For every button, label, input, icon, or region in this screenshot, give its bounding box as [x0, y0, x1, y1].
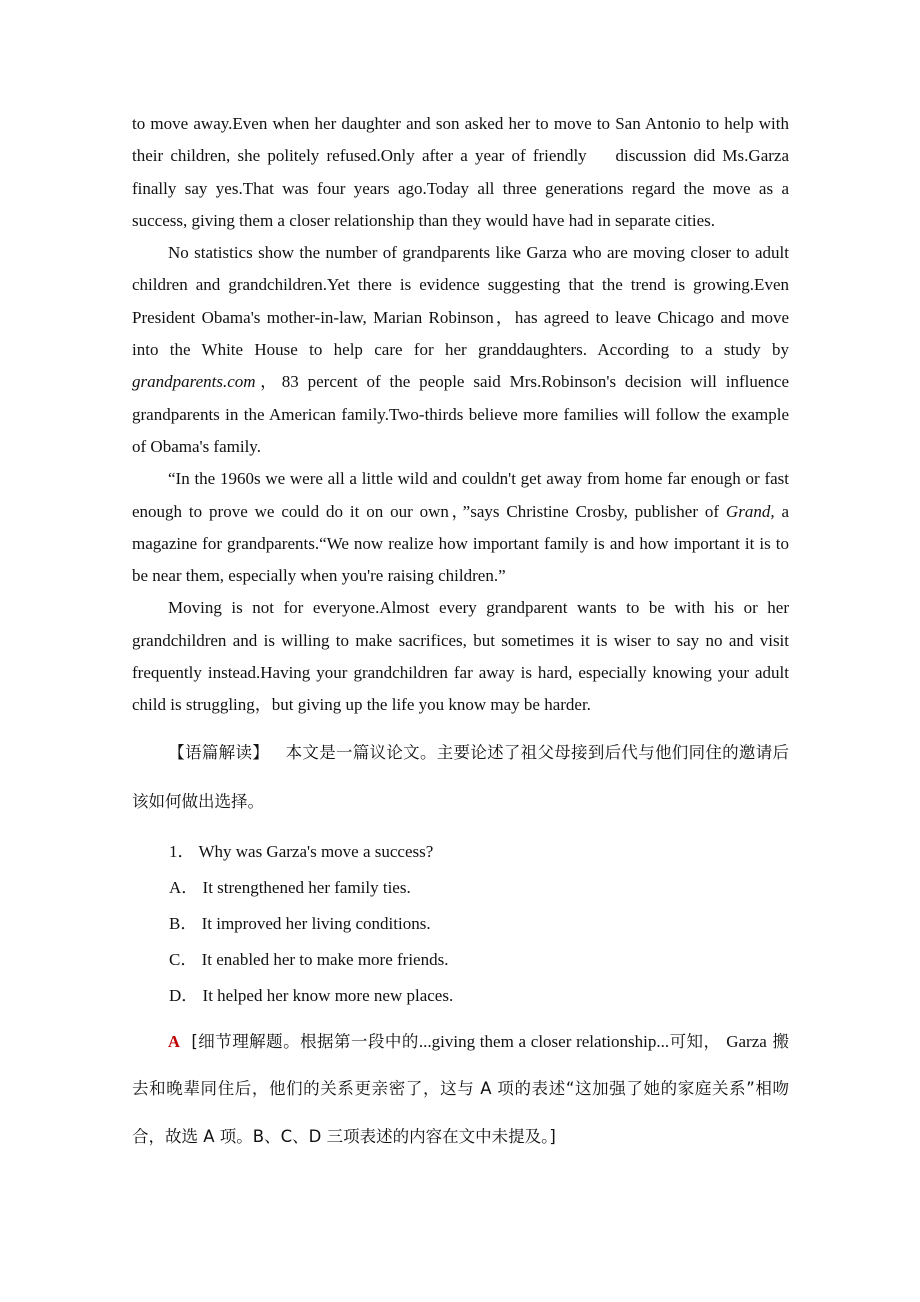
question-1: [132, 834, 789, 1014]
explanation-open: [细节理解题。根据第一段中的: [191, 1031, 419, 1051]
explanation-quote: ...giving them a closer relationship...: [418, 1031, 670, 1051]
website-name: grandparents.com: [132, 372, 256, 392]
passage-paragraph-4: Moving is not for everyone.Almost every grandparent wants to be with his or her grandchildren and is willing to make sacrifices, but sometimes it is wiser to say no and visit frequently instead.Having your grandchildren far away is hard, especially knowing your adult child is struggling，but giving up the life you know may be harder.: [132, 598, 789, 715]
explanation-mid: 可知，: [669, 1031, 721, 1051]
question-number: 1．: [169, 841, 195, 861]
analysis-text: 本文是一篇议论文。主要论述了祖父母接到后代与他们同住的邀请后该如何做出选择。: [132, 742, 790, 811]
option-d: D． It helped her know more new places.: [169, 985, 454, 1005]
analysis-label: 【语篇解读】: [168, 742, 270, 762]
magazine-name: Grand,: [725, 501, 775, 521]
paragraph-3-text-a: “In the 1960s we were all a little wild and couldn't get away from home far enough or fast enough to prove we could do it on our own，”says Christine Crosby, publisher of: [132, 469, 789, 521]
option-b: B． It improved her living conditions.: [169, 913, 431, 933]
option-c: C． It enabled her to make more friends.: [169, 949, 449, 969]
passage-paragraph-1: to move away.Even when her daughter and son asked her to move to San Antonio to help with their children, she politely refused.Only after a year of friendly discussion did Ms.Garza finally say yes.That was four years ago.Today all three generations regard the move as a success, giving them a closer relationship than they would have had in separate cities.: [132, 114, 789, 230]
answer-explanation: [132, 1018, 789, 1161]
passage-paragraph-3: [132, 463, 789, 592]
explanation-rest: 搬去和晚辈同住后，他们的关系更亲密了，这与 A 项的表述“这加强了她的家庭关系”相吻合，故选 A 项。B、C、D 三项表述的内容在文中未提及。]: [132, 1031, 790, 1146]
paragraph-3-text-b: a magazine for grandparents.“We now realize how important family is and how important it is to be near them, especially when you're raising children.”: [132, 501, 790, 586]
answer-letter: A: [168, 1031, 180, 1051]
paragraph-2-text-a: No statistics show the number of grandparents like Garza who are moving closer to adult children and grandchildren.Yet there is evidence suggesting that the trend is growing.Even President Obama's mother-in-law, Marian Robinson，has agreed to leave Chicago and move into the White House to help care for her granddaughters. According to a study by: [132, 243, 789, 360]
question-stem: Why was Garza's move a success?: [198, 841, 434, 861]
explanation-name: Garza: [726, 1031, 767, 1051]
document-body: [132, 108, 789, 1160]
passage-analysis: [132, 728, 789, 826]
passage-paragraph-2: [132, 237, 789, 463]
paragraph-2-text-b: ，83 percent of the people said Mrs.Robinson's decision will influence grandparents in the American family.Two-thirds believe more families will follow the example of Obama's family.: [132, 372, 789, 456]
option-a: A． It strengthened her family ties.: [169, 877, 411, 897]
